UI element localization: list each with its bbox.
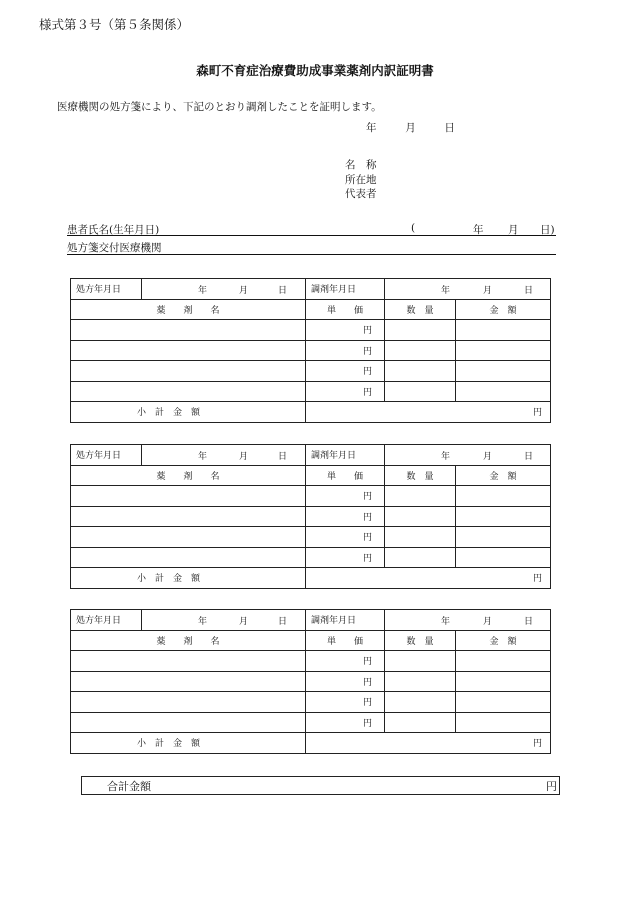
day-unit: 日 [524, 286, 534, 296]
amount-cell[interactable] [456, 320, 551, 341]
drug-row [71, 671, 551, 692]
amount-cell[interactable] [456, 486, 551, 507]
grand-total-yen: 円 [546, 780, 557, 793]
drug-row [71, 361, 551, 382]
drug-name-cell[interactable] [71, 486, 306, 507]
drug-name-cell[interactable] [71, 547, 306, 568]
quantity-cell[interactable] [385, 547, 456, 568]
year-unit: 年 [441, 286, 451, 296]
unit-price-cell[interactable]: 円 [306, 506, 385, 527]
birthdate-year-unit: 年 [473, 224, 484, 236]
prescription-date-value [142, 445, 306, 466]
quantity-cell[interactable] [385, 712, 456, 733]
amount-cell[interactable] [456, 712, 551, 733]
birthdate-close: 日) [540, 224, 555, 236]
month-unit: 月 [483, 452, 493, 462]
year-unit: 年 [198, 617, 208, 627]
prescription-table [70, 278, 551, 423]
day-unit: 日 [524, 452, 534, 462]
prescription-date-value [142, 279, 306, 300]
quantity-cell[interactable] [385, 340, 456, 361]
drug-row [71, 692, 551, 713]
drug-name-cell[interactable] [71, 671, 306, 692]
prescribing-institution-label: 処方箋交付医療機関 [67, 242, 162, 254]
dispensing-date-label: 調剤年月日 [306, 279, 385, 300]
quantity-cell[interactable] [385, 320, 456, 341]
quantity-cell[interactable] [385, 381, 456, 402]
amount-cell[interactable] [456, 547, 551, 568]
issuer-address-label: 所在地 [345, 174, 377, 186]
unit-price-cell[interactable]: 円 [306, 651, 385, 672]
drug-row [71, 320, 551, 341]
quantity-header: 数 量 [385, 299, 456, 320]
form-number: 様式第３号（第５条関係） [39, 17, 190, 32]
amount-cell[interactable] [456, 381, 551, 402]
day-unit: 日 [444, 122, 455, 134]
patient-name-row [67, 222, 556, 236]
unit-price-cell[interactable]: 円 [306, 361, 385, 382]
year-unit: 年 [441, 617, 451, 627]
subtotal-label: 小 計 金 額 [71, 402, 306, 423]
amount-header: 金 額 [456, 465, 551, 486]
subtotal-label: 小 計 金 額 [71, 733, 306, 754]
subtotal-row [71, 568, 551, 589]
drug-name-header: 薬 剤 名 [71, 630, 306, 651]
subtotal-label: 小 計 金 額 [71, 568, 306, 589]
dispensing-date-value [385, 445, 551, 466]
subtotal-yen[interactable]: 円 [306, 402, 551, 423]
unit-price-cell[interactable]: 円 [306, 692, 385, 713]
unit-price-header: 単 価 [306, 299, 385, 320]
year-unit: 年 [198, 452, 208, 462]
drug-name-cell[interactable] [71, 506, 306, 527]
unit-price-cell[interactable]: 円 [306, 486, 385, 507]
unit-price-header: 単 価 [306, 465, 385, 486]
drug-row [71, 486, 551, 507]
unit-price-cell[interactable]: 円 [306, 340, 385, 361]
amount-cell[interactable] [456, 692, 551, 713]
amount-cell[interactable] [456, 340, 551, 361]
amount-header: 金 額 [456, 630, 551, 651]
dispensing-date-label: 調剤年月日 [306, 445, 385, 466]
day-unit: 日 [524, 617, 534, 627]
month-unit: 月 [239, 452, 249, 462]
quantity-cell[interactable] [385, 486, 456, 507]
prescription-date-label: 処方年月日 [71, 610, 142, 631]
issuer-name-label: 名 称 [345, 159, 377, 171]
amount-cell[interactable] [456, 506, 551, 527]
drug-name-cell[interactable] [71, 692, 306, 713]
drug-name-cell[interactable] [71, 320, 306, 341]
quantity-cell[interactable] [385, 671, 456, 692]
drug-name-header: 薬 剤 名 [71, 465, 306, 486]
drug-row [71, 547, 551, 568]
year-unit: 年 [198, 286, 208, 296]
drug-name-cell[interactable] [71, 651, 306, 672]
certification-date [366, 120, 455, 135]
patient-name-label: 患者氏名(生年月日) [67, 224, 160, 236]
drug-name-cell[interactable] [71, 340, 306, 361]
month-unit: 月 [405, 122, 416, 134]
year-unit: 年 [441, 452, 451, 462]
drug-name-header: 薬 剤 名 [71, 299, 306, 320]
amount-cell[interactable] [456, 651, 551, 672]
drug-row [71, 712, 551, 733]
subtotal-row [71, 402, 551, 423]
quantity-cell[interactable] [385, 506, 456, 527]
unit-price-cell[interactable]: 円 [306, 381, 385, 402]
prescribing-institution-row [67, 240, 556, 255]
birthdate-open-paren: ( [411, 222, 416, 234]
unit-price-cell[interactable]: 円 [306, 712, 385, 733]
quantity-cell[interactable] [385, 527, 456, 548]
unit-price-header: 単 価 [306, 630, 385, 651]
subtotal-yen[interactable]: 円 [306, 733, 551, 754]
amount-cell[interactable] [456, 671, 551, 692]
drug-name-cell[interactable] [71, 381, 306, 402]
certification-statement: 医療機関の処方箋により、下記のとおり調剤したことを証明します。 [57, 101, 382, 113]
prescription-table [70, 609, 551, 754]
issuer-representative-label: 代表者 [345, 188, 377, 200]
birthdate-month-unit: 月 [508, 224, 519, 236]
amount-cell[interactable] [456, 527, 551, 548]
grand-total-label: 合計金額 [107, 780, 151, 793]
month-unit: 月 [239, 617, 249, 627]
unit-price-cell[interactable]: 円 [306, 671, 385, 692]
unit-price-cell[interactable]: 円 [306, 320, 385, 341]
drug-name-cell[interactable] [71, 361, 306, 382]
prescription-date-label: 処方年月日 [71, 445, 142, 466]
document-title: 森町不育症治療費助成事業薬剤内訳証明書 [196, 63, 434, 78]
prescription-date-value [142, 610, 306, 631]
grand-total-box [81, 776, 560, 795]
unit-price-cell[interactable]: 円 [306, 547, 385, 568]
quantity-cell[interactable] [385, 692, 456, 713]
drug-row [71, 651, 551, 672]
dispensing-date-value [385, 279, 551, 300]
day-unit: 日 [278, 286, 288, 296]
subtotal-row [71, 733, 551, 754]
drug-name-cell[interactable] [71, 527, 306, 548]
drug-row [71, 340, 551, 361]
month-unit: 月 [239, 286, 249, 296]
drug-name-cell[interactable] [71, 712, 306, 733]
drug-row [71, 506, 551, 527]
dispensing-date-value [385, 610, 551, 631]
quantity-cell[interactable] [385, 651, 456, 672]
year-unit: 年 [366, 122, 377, 134]
dispensing-date-label: 調剤年月日 [306, 610, 385, 631]
amount-cell[interactable] [456, 361, 551, 382]
day-unit: 日 [278, 617, 288, 627]
prescription-table [70, 444, 551, 589]
unit-price-cell[interactable]: 円 [306, 527, 385, 548]
drug-row [71, 527, 551, 548]
quantity-header: 数 量 [385, 630, 456, 651]
drug-row [71, 381, 551, 402]
month-unit: 月 [483, 286, 493, 296]
quantity-header: 数 量 [385, 465, 456, 486]
prescription-date-label: 処方年月日 [71, 279, 142, 300]
month-unit: 月 [483, 617, 493, 627]
amount-header: 金 額 [456, 299, 551, 320]
day-unit: 日 [278, 452, 288, 462]
subtotal-yen[interactable]: 円 [306, 568, 551, 589]
quantity-cell[interactable] [385, 361, 456, 382]
